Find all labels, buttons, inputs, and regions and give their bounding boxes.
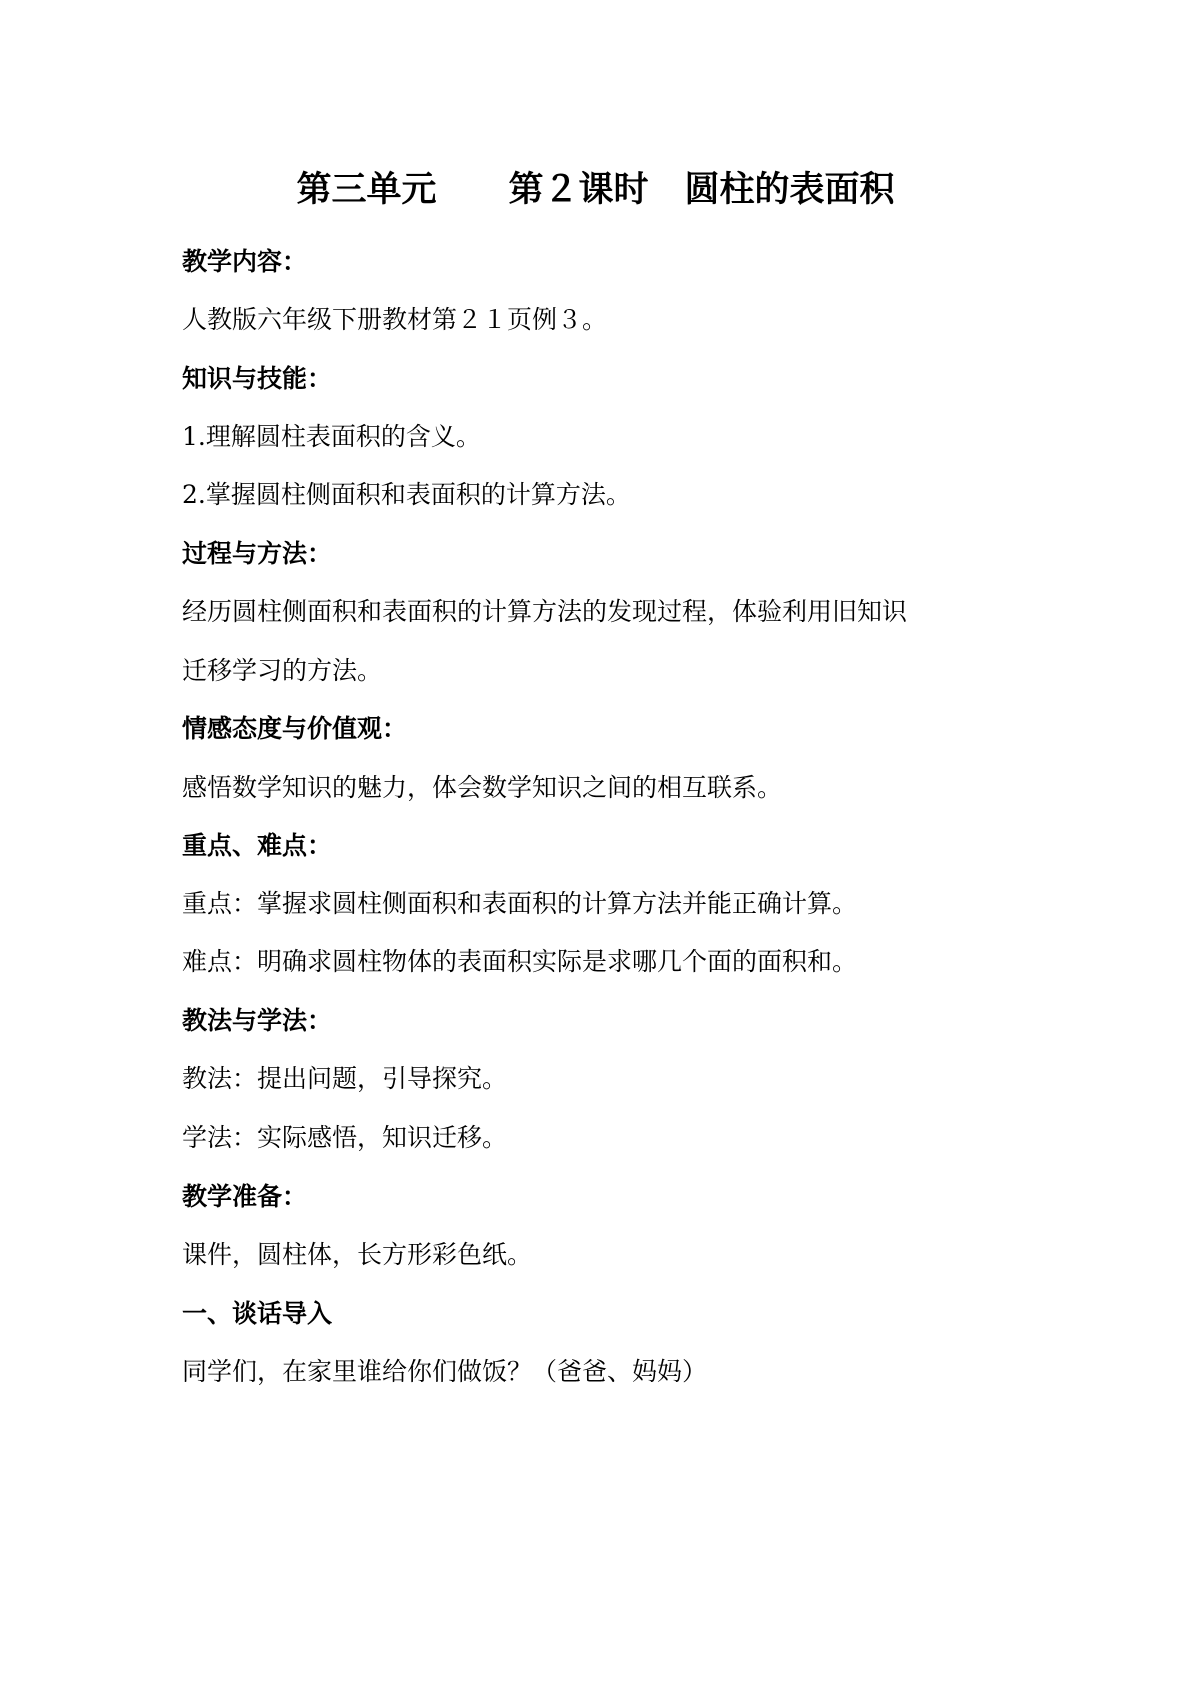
text-intro: 同学们，在家里谁给你们做饭？（爸爸、妈妈） [182,1357,708,1386]
heading-teaching-preparation: 教学准备： [182,1182,308,1211]
text-knowledge-1: 1.理解圆柱表面积的含义。 [182,422,481,451]
text-process-2: 迁移学习的方法。 [182,656,383,685]
heading-teaching-content: 教学内容： [182,247,308,276]
text-key-point: 重点：掌握求圆柱侧面积和表面积的计算方法并能正确计算。 [182,889,858,918]
text-difficult-point: 难点：明确求圆柱物体的表面积实际是求哪几个面的面积和。 [182,947,858,976]
text-process-1: 经历圆柱侧面积和表面积的计算方法的发现过程，体验利用旧知识 [182,597,908,626]
heading-emotion-values: 情感态度与价值观： [182,714,408,743]
text-teaching-method: 教法：提出问题，引导探究。 [182,1064,508,1093]
heading-intro-conversation: 一、谈话导入 [182,1299,333,1328]
page-title [0,168,1191,212]
heading-key-difficult-points: 重点、难点： [182,831,333,860]
heading-teaching-learning-methods: 教法与学法： [182,1006,333,1035]
text-knowledge-2: 2.掌握圆柱侧面积和表面积的计算方法。 [182,480,631,509]
title-lesson: 第２课时 [508,170,649,210]
text-emotion: 感悟数学知识的魅力，体会数学知识之间的相互联系。 [182,773,783,802]
heading-process-methods: 过程与方法： [182,539,333,568]
title-unit: 第三单元 [296,170,437,210]
text-teaching-content: 人教版六年级下册教材第２１页例３。 [182,305,608,334]
heading-knowledge-skills: 知识与技能： [182,364,333,393]
title-topic: 圆柱的表面积 [684,170,895,210]
text-learning-method: 学法：实际感悟，知识迁移。 [182,1123,508,1152]
text-preparation: 课件，圆柱体，长方形彩色纸。 [182,1240,533,1269]
